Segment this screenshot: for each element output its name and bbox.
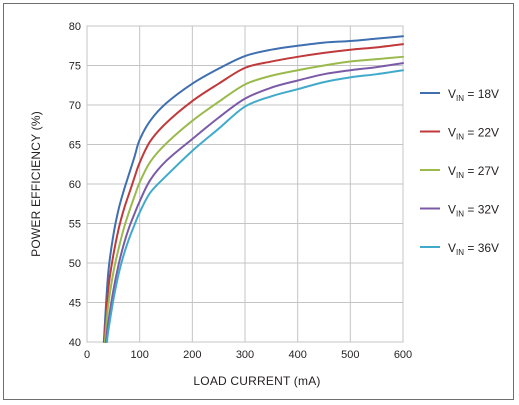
legend-entry-3 — [420, 164, 499, 180]
tick-labels — [69, 21, 412, 361]
y-tick-label: 80 — [68, 21, 81, 33]
legend-label: $V_{IN} = 27V$ — [448, 164, 500, 180]
y-tick-label: 60 — [68, 179, 81, 191]
y-tick-label: 65 — [68, 139, 81, 152]
legend-entry-4 — [420, 203, 499, 219]
legend-label: $V_{IN} = 36V$ — [448, 241, 500, 257]
legend-label: $V_{IN} = 22V$ — [448, 125, 500, 142]
x-tick-label: 0 — [83, 349, 91, 361]
y-tick-label: 40 — [68, 337, 81, 349]
x-tick-label: 200 — [183, 349, 202, 361]
x-axis-title: LOAD CURRENT (mA) — [193, 374, 321, 388]
y-tick-label: 50 — [68, 258, 81, 270]
legend — [420, 87, 499, 257]
legend-entry-2 — [420, 126, 499, 142]
series-line-5 — [107, 70, 403, 342]
legend-label: $V_{IN} = 32V$ — [448, 202, 500, 219]
grid — [87, 26, 403, 342]
series-line-3 — [105, 57, 403, 342]
x-tick-label: 400 — [288, 349, 307, 361]
x-tick-label: 300 — [235, 349, 255, 361]
y-tick-label: 45 — [68, 297, 81, 310]
y-tick-label: 55 — [68, 218, 81, 231]
x-tick-label: 500 — [341, 349, 360, 361]
y-axis-title: POWER EFFICIENCY (%) — [29, 111, 43, 257]
y-tick-label: 70 — [68, 100, 81, 112]
x-tick-label: 100 — [130, 349, 149, 361]
y-tick-label: 75 — [68, 60, 81, 73]
series-line-1 — [104, 36, 403, 342]
series-layer — [104, 36, 403, 342]
x-tick-label: 600 — [393, 349, 413, 361]
legend-entry-5 — [420, 241, 499, 257]
legend-label: $V_{IN} = 18V$ — [448, 87, 500, 103]
legend-entry-1 — [420, 87, 499, 103]
